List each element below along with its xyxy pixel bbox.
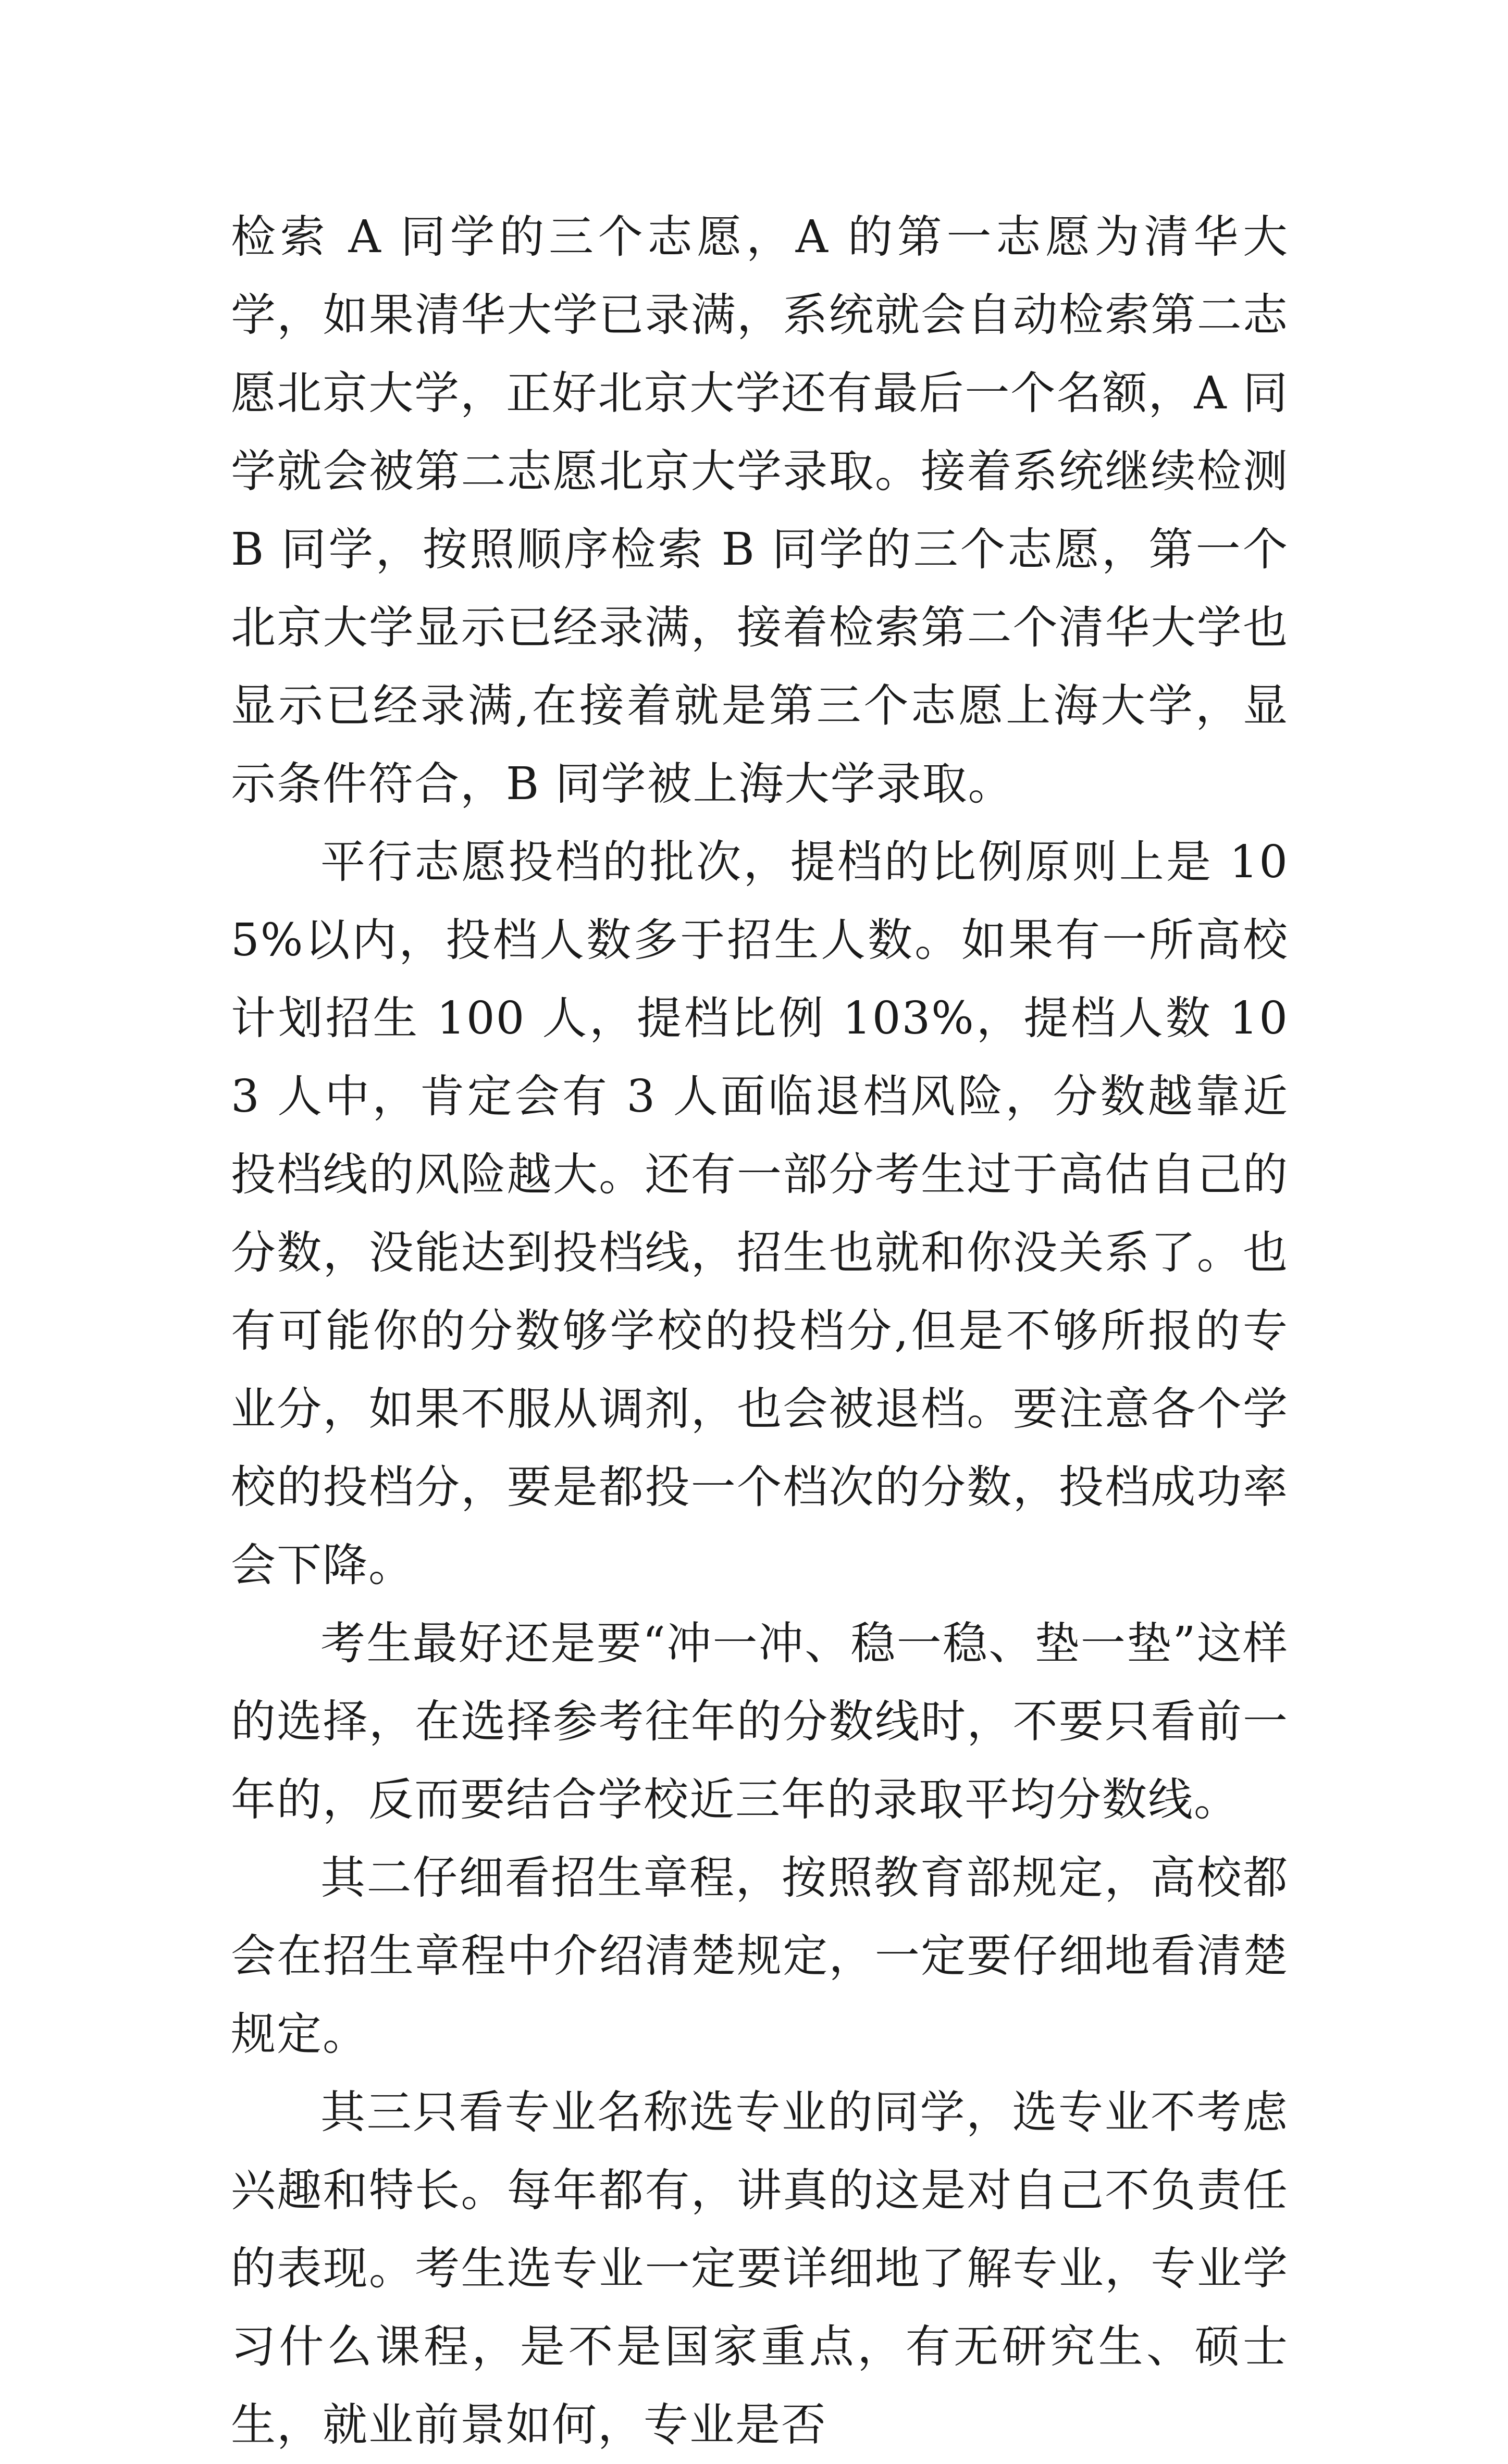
- paragraph-volunteer-search-example: 检索 A 同学的三个志愿，A 的第一志愿为清华大学，如果清华大学已录满，系统就会自动检索第二志愿北京大学，正好北京大学还有最后一个名额，A 同学就会被第二志愿北京大学录取。接着系统继续检测 B 同学，按照顺序检索 B 同学的三个志愿，第一个北京大学显示已经录满，接着检索第二个清华大学也显示已经录满,在接着就是第三个志愿上海大学，显示条件符合，B 同学被上海大学录取。: [231, 211, 1304, 810]
- paragraph-score-line-advice: 考生最好还是要“冲一冲、稳一稳、垫一垫”这样的选择，在选择参考往年的分数线时，不要只看前一年的，反而要结合学校近三年的录取平均分数线。: [231, 1617, 1289, 1826]
- body-text: [231, 198, 1304, 2464]
- paragraph-admission-charter: 其二仔细看招生章程，按照教育部规定，高校都会在招生章程中介绍清楚规定，一定要仔细地看清楚规定。: [231, 1852, 1289, 2060]
- paragraph-parallel-volunteer-ratio: 平行志愿投档的批次，提档的比例原则上是 105%以内，投档人数多于招生人数。如果有一所高校计划招生 100 人，提档比例 103%，提档人数 103 人中，肯定会有 3 人面临退档风险，分数越靠近投档线的风险越大。还有一部分考生过于高估自己的分数，没能达到投档线，招生也就和你没关系了。也有可能你的分数够学校的投档分,但是不够所报的专业分，如果不服从调剂，也会被退档。要注意各个学校的投档分，要是都投一个档次的分数，投档成功率会下降。: [231, 836, 1289, 1591]
- paragraph-major-selection: 其三只看专业名称选专业的同学，选专业不考虑兴趣和特长。每年都有，讲真的这是对自己不负责任的表现。考生选专业一定要详细地了解专业，专业学习什么课程，是不是国家重点，有无研究生、硕士生，就业前景如何，专业是否: [231, 2086, 1289, 2451]
